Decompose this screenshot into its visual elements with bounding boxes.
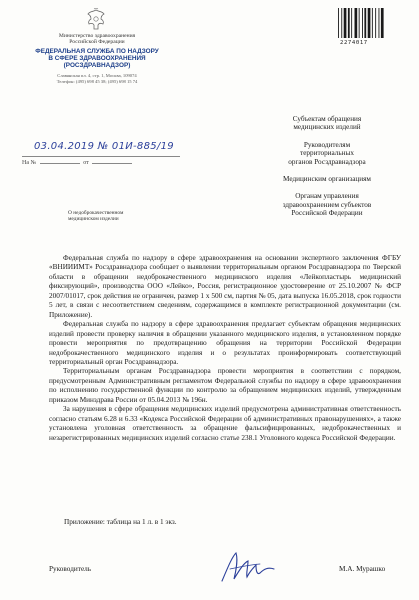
body-paragraph: Федеральная служба по надзору в сфере здравоохранения на основании экспертного заключения ФГБУ «ВНИИИМТ» Росздравнадзора сообщает о выявлении территориальным органом Росздравнадзора по Тверской области в обращении недоброкачественного медицинского изделия «Лейкопластырь медицинский фиксирующий», производства ООО «Лейко», Россия, регистрационное удостоверение от 25.10.2007 № ФСР 2007/01017, срок действия не ограничен, размер 1 x 500 см, партия № 05, дата выпуска 16.05.2018, срок годности 5 лет, в связи с несоответствием сведениям, содержащимся в комплекте регистрационной документации (см. Приложение). (49, 254, 401, 319)
ministry-name: Министерство здравоохранения Российской Федерации (58, 33, 136, 46)
barcode-bar (351, 8, 352, 38)
addressee-item: Руководителям территориальных органов Росздравнадзора (288, 140, 366, 166)
barcode-bar (381, 8, 384, 38)
addressees-block (252, 115, 402, 227)
signer-name: М.А. Мурашко (339, 565, 386, 573)
body-paragraph: За нарушения в сфере обращения медицинских изделий предусмотрена административная ответственность согласно статьям 6.28 и 6.33 «Кодекса Российской Федерации об административных правонарушениях», а также установлена уголовная ответственность за обращение фальсифицированных, недоброкачественных и незарегистрированных медицинских изделий согласно статье 238.1 Уголовного кодекса Российской Федерации. (49, 405, 401, 442)
barcode-bar (379, 8, 380, 38)
ref-date-blank (92, 163, 132, 164)
signatory-title: Руководитель (49, 565, 92, 573)
ref-number-blank (40, 163, 80, 164)
barcode-number: 2274017 (340, 40, 368, 46)
barcode-bar (341, 8, 342, 38)
addressee-item: Медицинским организациям (283, 175, 371, 184)
barcode-bar (338, 8, 339, 38)
addressee-item: Субъектам обращения медицинских изделий (292, 115, 362, 132)
reference-line (22, 160, 134, 166)
barcode (338, 8, 386, 38)
barcode-bar (344, 8, 347, 38)
agency-name: ФЕДЕРАЛЬНАЯ СЛУЖБА ПО НАДЗОРУ В СФЕРЕ ЗДРАВООХРАНЕНИЯ (РОСЗДРАВНАДЗОР) (35, 47, 159, 70)
addressee-item: Органам управления здравоохранением субъектов Российской Федерации (282, 192, 372, 218)
coat-of-arms-icon (85, 8, 107, 32)
barcode-bar (362, 8, 363, 38)
letter-body (49, 254, 401, 443)
barcode-bar (372, 8, 373, 38)
barcode-bar (359, 8, 360, 38)
barcode-bar (355, 8, 358, 38)
barcode-bar (348, 8, 350, 38)
agency-address: Славянская пл. 4, стр. 1, Москва, 109074 Телефон: (495) 698 45 38; (495) 698 15 74 (56, 73, 138, 85)
barcode-bar (375, 8, 376, 38)
ref-from: от (83, 160, 89, 166)
organization-letterhead (22, 33, 172, 85)
barcode-bar (368, 8, 371, 38)
handwritten-signature (216, 547, 278, 587)
registration-handwritten: 03.04.2019 № 01И-885/19 (34, 141, 174, 152)
letter-subject: О недоброкачественном медицинском изделии (68, 210, 124, 223)
ref-prefix: На № (22, 160, 37, 166)
body-paragraph: Территориальным органам Росздравнадзора провести мероприятия в соответствии с порядком, предусмотренным Административным регламентом Федеральной службы по надзору в сфере здравоохранения по исполнению государственной функции по контролю за обращением медицинских изделий, утвержденным приказом Минздрава России от 05.04.2013 № 196н. (49, 367, 401, 404)
barcode-bar (364, 8, 366, 38)
attachment-note: Приложение: таблица на 1 л. в 1 экз. (64, 518, 177, 526)
body-paragraph: Федеральная служба по надзору в сфере здравоохранения предлагает субъектам обращения медицинских изделий провести проверку наличия в обращении указанного медицинского изделия, в установленном порядке провести мероприятия по предотвращению обращения на территории Российской Федерации недоброкачественного медицинского изделия и о результатах проинформировать соответствующий территориальный орган Росздравнадзора. (49, 320, 401, 366)
